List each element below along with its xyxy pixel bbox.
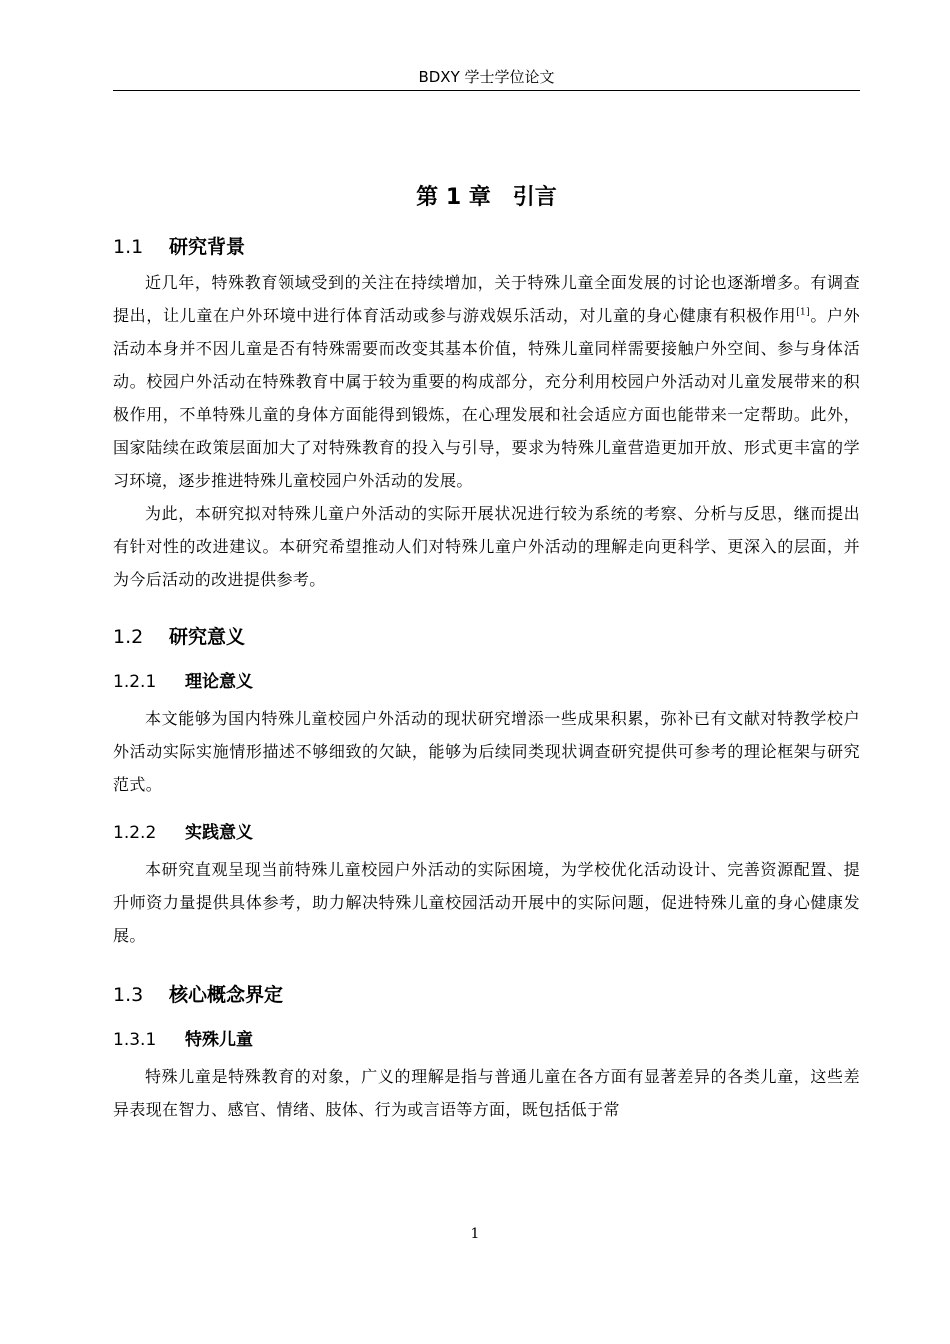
section-heading-1-1 (113, 232, 860, 262)
subsection-number: 1.2.1 (113, 672, 157, 692)
subsection-heading-1-2-1 (113, 668, 860, 696)
paragraph-text: 近几年，特殊教育领域受到的关注在持续增加，关于特殊儿童全面发展的讨论也逐渐增多。有调查提出，让儿童在户外环境中进行体育活动或参与游戏娱乐活动，对儿童的身心健康有积极作用 (113, 273, 860, 325)
paragraph-background-2: 为此，本研究拟对特殊儿童户外活动的实际开展状况进行较为系统的考察、分析与反思，继而提出有针对性的改进建议。本研究希望推动人们对特殊儿童户外活动的理解走向更科学、更深入的层面，并为今后活动的改进提供参考。 (113, 504, 860, 589)
section-title: 研究意义 (169, 626, 246, 648)
section-title: 研究背景 (169, 236, 246, 258)
subsection-title: 实践意义 (185, 823, 253, 843)
subsection-number: 1.3.1 (113, 1030, 157, 1050)
subsection-heading-1-2-2 (113, 819, 860, 847)
section-title: 核心概念界定 (169, 984, 284, 1006)
subsection-title: 理论意义 (185, 672, 253, 692)
section-heading-1-2 (113, 622, 860, 652)
subsection-number: 1.2.2 (113, 823, 157, 843)
paragraph-background-1 (113, 266, 860, 497)
page-number: 1 (470, 1226, 480, 1242)
paragraph-practice: 本研究直观呈现当前特殊儿童校园户外活动的实际困境，为学校优化活动设计、完善资源配置、提升师资力量提供具体参考，助力解决特殊儿童校园活动开展中的实际问题，促进特殊儿童的身心健康发展。 (113, 860, 860, 945)
section-number: 1.1 (113, 236, 144, 258)
citation-ref[interactable]: [1] (796, 307, 810, 318)
section-number: 1.3 (113, 984, 144, 1006)
paragraph-special-children: 特殊儿童是特殊教育的对象，广义的理解是指与普通儿童在各方面有显著差异的各类儿童，这些差异表现在智力、感官、情绪、肢体、行为或言语等方面，既包括低于常 (113, 1067, 860, 1119)
paragraph-theory: 本文能够为国内特殊儿童校园户外活动的现状研究增添一些成果积累，弥补已有文献对特教学校户外活动实际实施情形描述不够细致的欠缺，能够为后续同类现状调查研究提供可参考的理论框架与研究范式。 (113, 709, 860, 794)
running-header: BDXY 学士学位论文 (113, 64, 860, 91)
section-heading-1-3 (113, 980, 860, 1010)
chapter-title: 第 1 章 引言 (416, 185, 557, 210)
subsection-title: 特殊儿童 (185, 1030, 253, 1050)
page-content (113, 160, 860, 1126)
paragraph-text: 。户外活动本身并不因儿童是否有特殊需要而改变其基本价值，特殊儿童同样需要接触户外空间、参与身体活动。校园户外活动在特殊教育中属于较为重要的构成部分，充分利用校园户外活动对儿童发展带来的积极作用，不单特殊儿童的身体方面能得到锻炼，在心理发展和社会适应方面也能带来一定帮助。此外，国家陆续在政策层面加大了对特殊教育的投入与引导，要求为特殊儿童营造更加开放、形式更丰富的学习环境，逐步推进特殊儿童校园户外活动的发展。 (113, 306, 860, 490)
section-number: 1.2 (113, 626, 144, 648)
subsection-heading-1-3-1 (113, 1026, 860, 1054)
